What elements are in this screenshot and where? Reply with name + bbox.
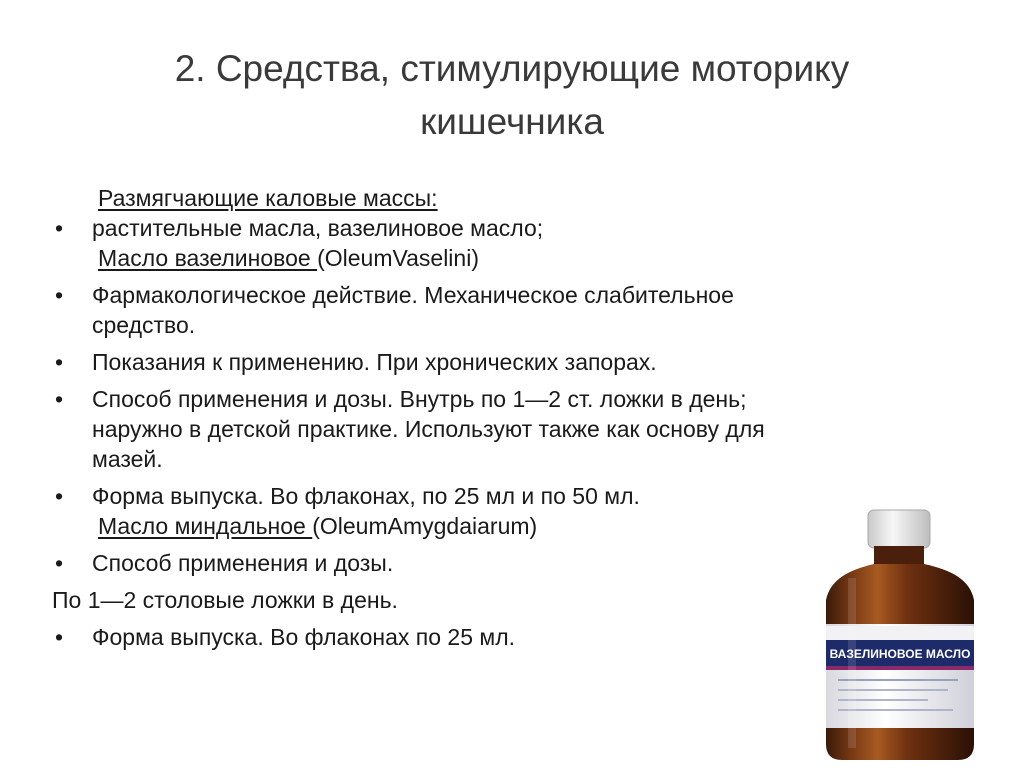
bullet-almond-dosage: • Способ применения и дозы. [52,548,952,578]
vaseline-oil-bottle-image [808,508,988,766]
bullet-pharmacology [52,280,952,340]
subheading-softening [52,183,952,213]
title-line-2: кишечника [420,101,604,142]
dosage-line-3: мазей. [92,446,163,472]
almond-latin: (OleumAmygdaiarum) [312,513,538,539]
dosage-line-2: наружно в детской практике. Используют также как основу для [92,416,765,442]
subheading-vaseline [52,243,952,273]
pharmacology-line-2: средство. [92,312,196,338]
vaseline-latin: (OleumVaselini) [317,245,479,271]
subheading-text: Размягчающие каловые массы: [98,185,438,211]
bullet-indications: • Показания к применению. При хронических запорах. [52,347,952,377]
pharmacology-line-1: • Фармакологическое действие. Механическое слабительное [92,282,734,308]
bullet-form: • Форма выпуска. Во флаконах, по 25 мл и по 50 мл. [52,481,952,511]
almond-dosage-text: По 1—2 столовые ложки в день. [52,587,398,613]
dosage-line-1: • Способ применения и дозы. Внутрь по 1—2 ст. ложки в день; [92,386,747,412]
bullet-oils: • растительные масла, вазелиновое масло; [52,213,952,243]
title-line-1: 2. Средства, стимулирующие моторику [174,48,850,89]
bullet-almond-form: • Форма выпуска. Во флаконах по 25 мл. [52,622,952,652]
bullet-dosage [52,384,952,474]
vaseline-name: Масло вазелиновое [98,245,318,271]
slide-title [80,42,944,148]
almond-name: Масло миндальное [98,513,313,539]
bottle-label-text: ВАЗЕЛИНОВОЕ МАСЛО [829,647,971,661]
